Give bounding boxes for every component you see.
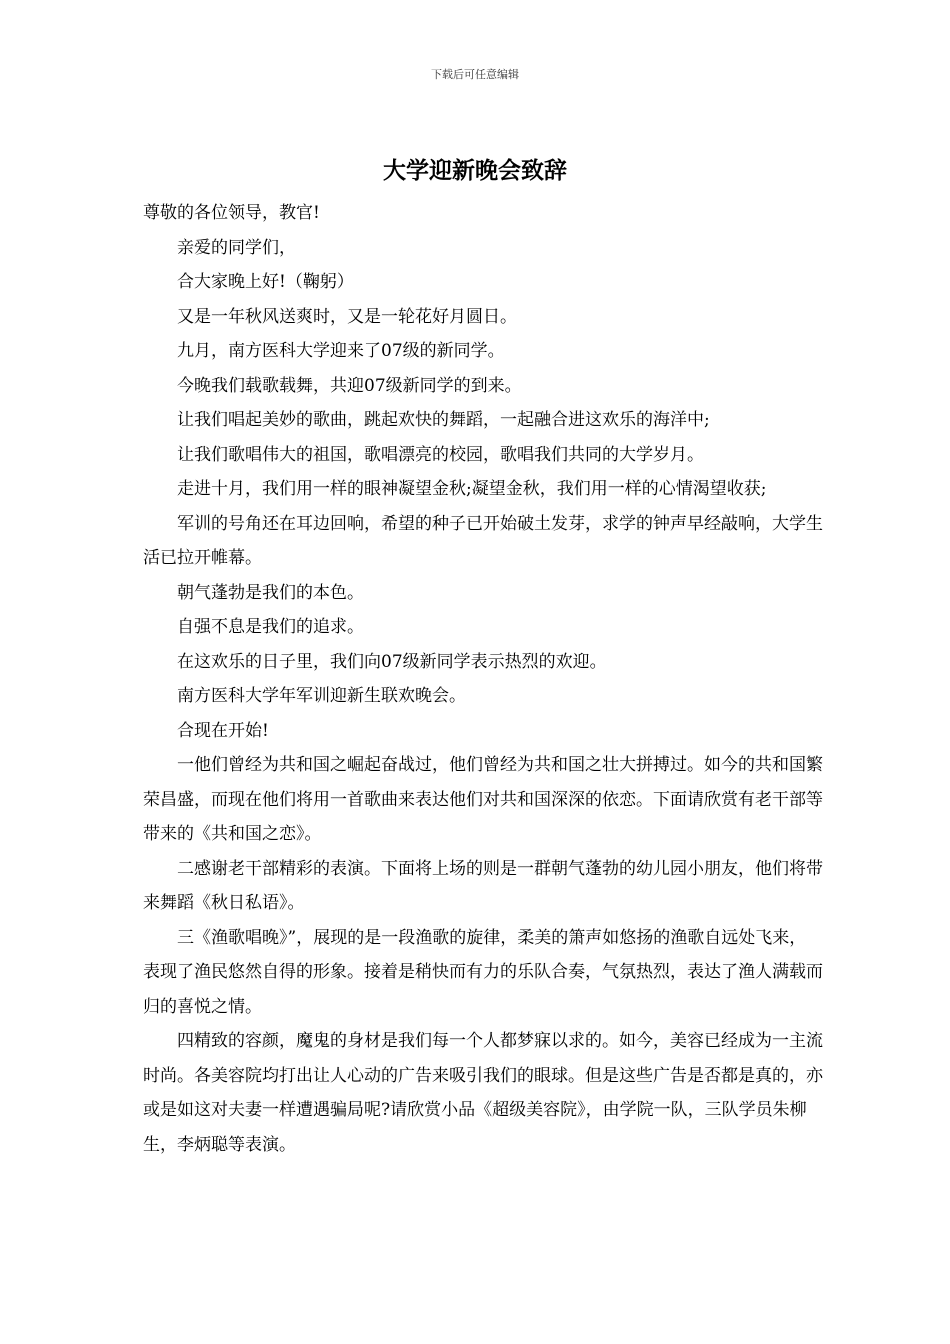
paragraph: 又是一年秋风送爽时，又是一轮花好月圆日。	[177, 306, 517, 327]
paragraph: 在这欢乐的日子里，我们向07级新同学表示热烈的欢迎。	[177, 651, 607, 672]
paragraph: 一他们曾经为共和国之崛起奋战过，他们曾经为共和国之壮大拼搏过。如今的共和国繁荣昌盛，而现在他们将用一首歌曲来表达他们对共和国深深的依恋。下面请欣赏有老干部等带来的《共和国之恋》。	[143, 755, 823, 844]
salutation: 尊敬的各位领导，教官!	[143, 203, 320, 223]
paragraph: 合大家晚上好!（鞠躬）	[177, 272, 354, 292]
paragraph: 自强不息是我们的追求。	[177, 617, 364, 637]
paragraph: 四精致的容颜，魔鬼的身材是我们每一个人都梦寐以求的。如今，美容已经成为一主流时尚。各美容院均打出让人心动的广告来吸引我们的眼球。但是这些广告是否都是真的，亦或是如这对夫妻一样遭遇骗局呢?请欣赏小品《超级美容院》，由学院一队，三队学员朱柳生，李炳聪等表演。	[143, 1031, 823, 1155]
paragraph: 二感谢老干部精彩的表演。下面将上场的则是一群朝气蓬勃的幼儿园小朋友，他们将带来舞蹈《秋日私语》。	[143, 858, 823, 913]
paragraph: 朝气蓬勃是我们的本色。	[177, 582, 364, 603]
paragraph: 走进十月，我们用一样的眼神凝望金秋;凝望金秋，我们用一样的心情渴望收获;	[177, 479, 767, 499]
paragraph: 三《渔歌唱晚》”，展现的是一段渔歌的旋律，柔美的箫声如悠扬的渔歌自远处飞来，表现了渔民悠然自得的形象。接着是稍快而有力的乐队合奏，气氛热烈，表达了渔人满载而归的喜悦之情。	[143, 927, 823, 1017]
paragraph: 亲爱的同学们，	[177, 237, 296, 258]
header-note: 下载后可任意编辑	[431, 68, 519, 81]
paragraph: 今晚我们载歌载舞，共迎07级新同学的到来。	[177, 375, 522, 396]
paragraph: 合现在开始!	[177, 720, 269, 741]
paragraph: 九月，南方医科大学迎来了07级的新同学。	[177, 341, 505, 361]
document-title: 大学迎新晚会致辞	[383, 158, 567, 184]
document-body	[143, 196, 823, 1162]
paragraph: 让我们歌唱伟大的祖国，歌唱漂亮的校园，歌唱我们共同的大学岁月。	[177, 444, 704, 465]
paragraph: 军训的号角还在耳边回响，希望的种子已开始破土发芽，求学的钟声早经敲响，大学生活已拉开帷幕。	[143, 513, 823, 568]
paragraph: 南方医科大学年军训迎新生联欢晚会。	[177, 686, 466, 706]
paragraph: 让我们唱起美妙的歌曲，跳起欢快的舞蹈，一起融合进这欢乐的海洋中;	[177, 410, 710, 430]
